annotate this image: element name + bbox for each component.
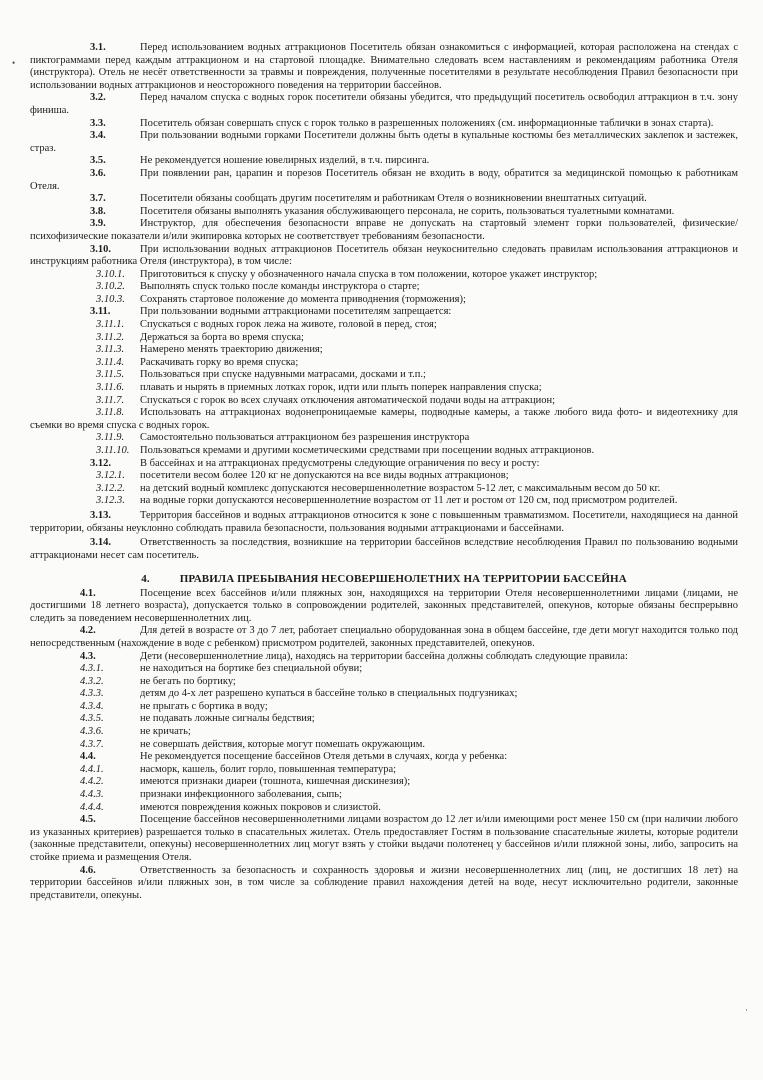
clause-text: плавать и нырять в приемных лотках горок, идти или плыть поперек направления спуска;	[140, 382, 542, 394]
clause-number: 3.7.	[90, 193, 106, 205]
subclause	[30, 789, 738, 802]
clause-text: Выполнять спуск только после команды инструктора о старте;	[140, 281, 420, 293]
clause-number: 3.11.6.	[96, 382, 125, 394]
clause-number: 3.11.	[90, 306, 111, 318]
clause-text: Не рекомендуется ношение ювелирных изделий, в т.ч. пирсинга.	[140, 155, 430, 167]
subclause	[30, 395, 738, 408]
clause-number: 4.3.1.	[80, 663, 104, 675]
clause-text: Для детей в возрасте от 3 до 7 лет, работает специально оборудованная зона в общем бассейне, где дети могут находится только под непосредственным (нахождение в воде с ребенком) присмотром родителей, законных представителей, опекунов.	[30, 625, 738, 649]
clause-number: 3.11.8.	[96, 407, 125, 419]
clause-text: на детский водный комплекс допускаются несовершеннолетние возрастом 5-12 лет, с максимальным весом до 50 кг.	[140, 482, 661, 494]
clause-number: 4.4.	[80, 751, 96, 763]
clause-number: 3.11.4.	[96, 356, 125, 368]
clause-number: 4.4.1.	[80, 763, 104, 775]
document-page	[30, 42, 738, 902]
clause	[30, 92, 738, 117]
clause-text: Дети (несовершеннолетние лица), находясь на территории бассейна должны соблюдать следующие правила:	[140, 650, 628, 662]
subclause	[30, 432, 738, 445]
section-4-heading	[30, 573, 738, 586]
clause-number: 3.14.	[90, 537, 111, 549]
clause-text: детям до 4-х лет разрешено купаться в бассейне только в специальных подгузниках;	[140, 688, 518, 700]
clause-text: не прыгать с бортика в воду;	[140, 700, 268, 712]
clause	[30, 588, 738, 626]
subclause	[30, 483, 738, 496]
subclause	[30, 676, 738, 689]
clause-number: 4.2.	[80, 625, 96, 637]
subclause	[30, 319, 738, 332]
clause-text: не кричать;	[140, 726, 191, 738]
clause-text: Посетитель обязан совершать спуск с горок только в разрешенных положениях (см. информационные таблички в зонах старта).	[140, 117, 714, 129]
clause-number: 3.9.	[90, 218, 106, 230]
subclause	[30, 802, 738, 815]
clause	[30, 168, 738, 193]
clause-number: 3.12.1.	[96, 470, 125, 482]
clause-number: 4.3.2.	[80, 675, 104, 687]
clause-text: не бегать по бортику;	[140, 675, 236, 687]
clause-text: Ответственность за безопасность и сохранность здоровья и жизни несовершеннолетних лиц (лиц, не достигших 18 лет) на территории бассейнов и/или пляжных зон, в том числе за соблюдение правил нахождения детей на воде, несут исключительно родители, законные представители, опекуны.	[30, 864, 738, 901]
subclause	[30, 713, 738, 726]
clause-number: 3.8.	[90, 205, 106, 217]
clause	[30, 814, 738, 864]
clause-number: 3.1.	[90, 42, 106, 53]
clause-text: Посещение бассейнов несовершеннолетними лицами возрастом до 12 лет и/или имеющими рост менее 150 см (при наличии любого из указанных критериев) разрешается только в спасательных жилетах. Отель предоставляет Гостям в пользование спасательные жилеты, которые родители (законные представители, опекуны) несовершеннолетних лиц могут взять у стойки выдачи полотенец у бассейнов и/или пляжной зоны, либо, запросить на стойке приема и размещения Отеля.	[30, 814, 738, 863]
clause-text: Перед использованием водных аттракционов Посетитель обязан ознакомиться с информацией, которая расположена на стендах с пиктограммами перед каждым аттракционом и на стартовой площадке. Внимательно следовать всем наставлениям и рекомендациям работника Отеля (инструктора). Отель не несёт ответственности за травмы и повреждения, полученные посетителями в результате несоблюдения Правил безопасности при использовании водных аттракционов и неосторожного поведения на территории бассейнов.	[30, 42, 738, 91]
subclause	[30, 776, 738, 789]
clause-number: 3.11.1.	[96, 319, 125, 331]
clause-text: имеются признаки диареи (тошнота, кишечная дискинезия);	[140, 776, 411, 788]
subclause	[30, 445, 738, 458]
clause-number: 3.11.2.	[96, 331, 125, 343]
clause-text: Посетители обязаны сообщать другим посетителям и работникам Отеля о возникновении внештатных ситуаций.	[140, 193, 647, 205]
clause-text: насморк, кашель, болит горло, повышенная температура;	[140, 763, 397, 775]
clause-text: на водные горки допускаются несовершеннолетние возрастом от 11 лет и ростом от 120 см, под присмотром родителей.	[140, 495, 678, 507]
clause-number: 3.11.10.	[96, 445, 130, 456]
clause	[30, 625, 738, 650]
scan-dot-mark: •	[12, 58, 16, 68]
clause-text: имеются повреждения кожных покровов и слизистой.	[140, 801, 381, 813]
clause-number: 3.3.	[90, 117, 106, 129]
subclause	[30, 663, 738, 676]
clause-text: Намерено менять траекторию движения;	[140, 344, 323, 356]
clause-text: не совершать действия, которые могут помешать окружающим.	[140, 738, 426, 750]
clause-number: 3.4.	[90, 130, 106, 142]
section-4-number: 4.	[141, 573, 150, 586]
clause	[30, 510, 738, 535]
clause-text: Инструктор, для обеспечения безопасности вправе не допускать на стартовый элемент горки пользователей, физические/ психофизические показатели и/или экипировка которых не соответствует требованиям безопасности.	[30, 218, 738, 242]
clause-number: 3.12.3.	[96, 495, 125, 507]
clause-number: 4.3.3.	[80, 688, 104, 700]
subclause	[30, 357, 738, 370]
clause	[30, 218, 738, 243]
scan-dot-mark: ·	[745, 1005, 748, 1015]
clause-number: 3.12.2.	[96, 482, 125, 494]
clause-number: 3.5.	[90, 155, 106, 167]
clause-text: При использовании водных аттракционов Посетитель обязан неукоснительно следовать правилам использования аттракционов и инструкциям работника Отеля (инструктора), в том числе:	[30, 243, 738, 268]
clause-number: 3.11.9.	[96, 432, 125, 444]
section-4	[30, 588, 738, 903]
clause-text: Сохранять стартовое положение до момента приводнения (торможения);	[140, 293, 466, 305]
clause-text: Пользоваться кремами и другими косметическими средствами при посещении водных аттракционов.	[140, 445, 595, 456]
subclause	[30, 726, 738, 739]
subclause	[30, 701, 738, 714]
clause	[30, 537, 738, 562]
clause-number: 3.13.	[90, 509, 111, 521]
clause-text: При появлении ран, царапин и порезов Посетитель обязан не входить в воду, обратится за медицинской помощью к работникам Отеля.	[30, 167, 738, 192]
subclause	[30, 407, 738, 432]
clause-number: 3.10.3.	[96, 293, 125, 305]
clause	[30, 865, 738, 903]
clause-number: 4.3.6.	[80, 726, 104, 738]
subclause	[30, 688, 738, 701]
subclause	[30, 369, 738, 382]
clause	[30, 193, 738, 206]
clause-text: Перед началом спуска с водных горок посетители обязаны убедится, что предыдущий посетитель освободил аттракцион в т.ч. зону финиша.	[30, 92, 738, 116]
clause-number: 4.3.	[80, 650, 96, 662]
clause-text: Территория бассейнов и водных аттракционов относится к зоне с повышенным травматизмом. Посетители, находящиеся на данной территории, обязаны неуклонно соблюдать правила безопасности, пользования водными аттракционами и бассейнами.	[30, 509, 738, 534]
clause-text: не находиться на бортике без специальной обуви;	[140, 663, 363, 675]
clause-text: Посетителя обязаны выполнять указания обслуживающего персонала, не сорить, пользоваться туалетными комнатами.	[140, 205, 675, 217]
clause-text: посетители весом более 120 кг не допускаются на все виды водных аттракционов;	[140, 470, 509, 482]
clause-text: Не рекомендуется посещение бассейнов Отеля детьми в случаях, когда у ребенка:	[140, 751, 508, 763]
clause-number: 4.4.4.	[80, 801, 104, 813]
clause-text: Держаться за борта во время спуска;	[140, 331, 304, 343]
subclause	[30, 495, 738, 508]
subclause	[30, 269, 738, 282]
clause	[30, 206, 738, 219]
clause-text: Самостоятельно пользоваться аттракционом без разрешения инструктора	[140, 432, 470, 444]
clause-number: 3.11.3.	[96, 344, 125, 356]
clause-text: не подавать ложные сигналы бедствия;	[140, 713, 315, 725]
clause	[30, 155, 738, 168]
subclause	[30, 294, 738, 307]
clause-text: Спускаться с водных горок лежа на животе, головой в перед, стоя;	[140, 319, 437, 331]
clause-number: 3.11.5.	[96, 369, 125, 381]
clause-text: При пользовании водными горками Посетители должны быть одеты в купальные костюмы без металлических заклепок и застежек, страз.	[30, 130, 738, 154]
clause-number: 4.3.5.	[80, 713, 104, 725]
clause-number: 3.12.	[90, 457, 111, 469]
clause-number: 3.11.7.	[96, 394, 125, 406]
section-3	[30, 42, 738, 562]
clause-number: 4.3.7.	[80, 738, 104, 750]
clause-number: 4.6.	[80, 864, 96, 876]
clause-number: 4.1.	[80, 587, 96, 599]
clause-text: признаки инфекционного заболевания, сыпь;	[140, 789, 342, 801]
clause	[30, 751, 738, 764]
subclause	[30, 344, 738, 357]
clause-number: 3.10.2.	[96, 281, 125, 293]
clause	[30, 130, 738, 155]
clause-number: 4.4.2.	[80, 776, 104, 788]
clause-number: 4.3.4.	[80, 700, 104, 712]
subclause	[30, 281, 738, 294]
subclause	[30, 382, 738, 395]
clause-text: Раскачивать горку во время спуска;	[140, 356, 299, 368]
clause-text: Посещение всех бассейнов и/или пляжных зон, находящихся на территории Отеля несовершеннолетними лицами (лицами, не достигшими 18 летнего возраста), допускается только в сопровождении родителей, законных представителей, опекунов, которые обязаны беспрерывно следить за поведением несовершеннолетних лиц.	[30, 587, 738, 624]
clause	[30, 244, 738, 269]
clause-number: 4.5.	[80, 814, 96, 826]
clause-number: 3.10.1.	[96, 268, 125, 280]
clause-text: В бассейнах и на аттракционах предусмотрены следующие ограничения по весу и росту:	[140, 457, 540, 469]
clause	[30, 306, 738, 319]
clause-number: 3.2.	[90, 92, 106, 104]
clause	[30, 118, 738, 131]
section-4-title: ПРАВИЛА ПРЕБЫВАНИЯ НЕСОВЕРШЕНОЛЕТНИХ НА ТЕРРИТОРИИ БАССЕЙНА	[179, 573, 627, 586]
subclause	[30, 764, 738, 777]
clause-text: Ответственность за последствия, возникшие на территории бассейнов вследствие несоблюдения Правил по пользованию водными аттракционами несет сам посетитель.	[30, 537, 738, 561]
clause	[30, 651, 738, 664]
clause-number: 3.6.	[90, 167, 106, 179]
clause-number: 3.10.	[90, 243, 111, 255]
clause-text: Приготовиться к спуску у обозначенного начала спуска в том положении, которое укажет инструктор;	[140, 268, 598, 280]
clause-text: При пользовании водными аттракционами посетителям запрещается:	[140, 306, 452, 318]
clause-text: Спускаться с горок во всех случаях отключения автоматической подачи воды на аттракцион;	[140, 394, 556, 406]
subclause	[30, 739, 738, 752]
clause	[30, 42, 738, 92]
subclause	[30, 332, 738, 345]
subclause	[30, 470, 738, 483]
clause-number: 4.4.3.	[80, 789, 104, 801]
clause-text: Пользоваться при спуске надувными матрасами, досками и т.п.;	[140, 369, 426, 381]
clause-text: Использовать на аттракционах водонепроницаемые камеры, подводные камеры, а также любого вида фото- и видеотехнику для съемки во время спуска с водных горок.	[30, 407, 738, 431]
clause	[30, 458, 738, 471]
